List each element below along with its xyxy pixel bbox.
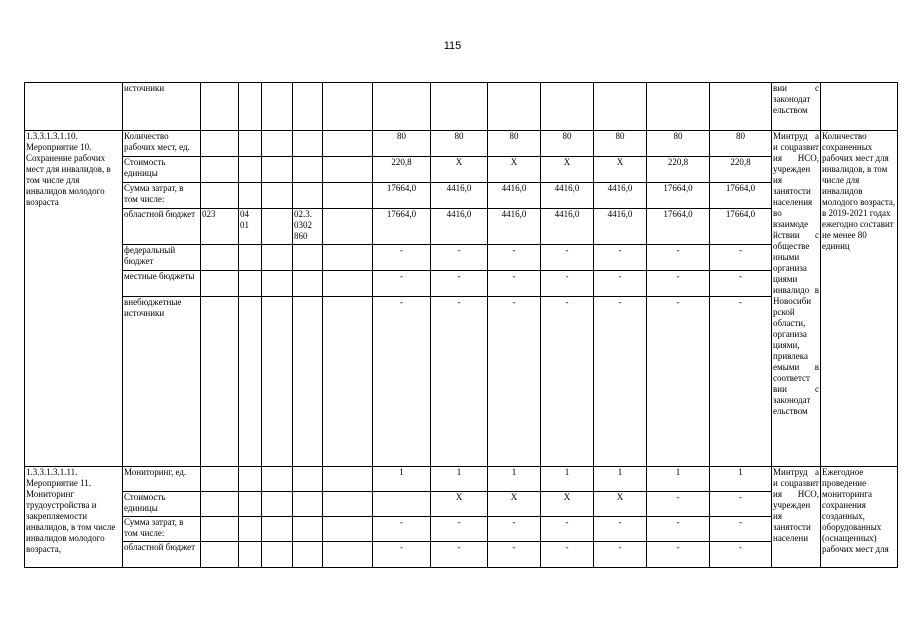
value-cell: 4416,0: [431, 183, 488, 209]
value-cell: -: [710, 297, 772, 467]
measure-code-cell: 1.3.3.1.3.1.11. Мероприятие 11. Мониторинг трудоустройства и закрепляемости инвалидов, в том числе инвалидов молодого возраста,: [25, 467, 123, 568]
value-cell: -: [373, 542, 431, 568]
value-cell: Х: [541, 157, 594, 183]
value-cell: -: [541, 297, 594, 467]
value-cell: -: [431, 542, 488, 568]
value-cell: -: [488, 271, 541, 297]
csr-cell: 02.3. 0302 860: [293, 209, 323, 245]
value-cell: -: [373, 271, 431, 297]
measure-code-cell: 1.3.3.1.3.1.10. Мероприятие 10. Сохранение рабочих мест для инвалидов, в том числе для инвалидов молодого возраста: [25, 131, 123, 467]
value-cell: 17664,0: [710, 209, 772, 245]
value-cell: 17664,0: [647, 183, 710, 209]
value-cell: -: [488, 297, 541, 467]
table-row: [25, 183, 898, 209]
value-cell: -: [541, 271, 594, 297]
value-cell: -: [710, 271, 772, 297]
indicator-label: Стоимость единицы: [123, 492, 201, 517]
table-row: [25, 542, 898, 568]
value-cell: Х: [488, 157, 541, 183]
result-cell: Количество сохраненных рабочих мест для инвалидов, в том числе для инвалидов молодого возраста, в 2019-2021 годах ежегодно составит не менее 80 единиц: [821, 131, 898, 467]
value-cell: 1: [541, 467, 594, 492]
table-row: [25, 517, 898, 542]
value-cell: -: [594, 542, 647, 568]
value-cell: 80: [431, 131, 488, 157]
page-number: 115: [443, 40, 462, 52]
value-cell: 80: [488, 131, 541, 157]
value-cell: -: [373, 517, 431, 542]
value-cell: -: [541, 245, 594, 271]
value-cell: -: [647, 542, 710, 568]
value-cell: -: [431, 297, 488, 467]
table-row: [25, 209, 898, 245]
value-cell: Х: [594, 157, 647, 183]
cell: [25, 83, 123, 131]
value-cell: 80: [710, 131, 772, 157]
table-row: [25, 297, 898, 467]
value-cell: 1: [710, 467, 772, 492]
value-cell: 80: [594, 131, 647, 157]
value-cell: -: [710, 245, 772, 271]
value-cell: -: [647, 271, 710, 297]
value-cell: -: [488, 517, 541, 542]
value-cell: Х: [488, 492, 541, 517]
value-cell: -: [431, 271, 488, 297]
value-cell: -: [710, 542, 772, 568]
indicator-label: Сумма затрат, в том числе:: [123, 517, 201, 542]
indicator-label: Сумма затрат, в том числе:: [123, 183, 201, 209]
value-cell: Х: [541, 492, 594, 517]
value-cell: 4416,0: [594, 183, 647, 209]
table-row: [25, 467, 898, 492]
value-cell: 17664,0: [647, 209, 710, 245]
result-cell: Ежегодное проведение мониторинга сохранения созданных, оборудованных (оснащенных) рабочих мест для: [821, 467, 898, 568]
source-label-cell: источники: [123, 83, 201, 131]
grbs-cell: 023: [201, 209, 239, 245]
value-cell: -: [594, 297, 647, 467]
rz-cell: 04 01: [239, 209, 262, 245]
value-cell: 4416,0: [431, 209, 488, 245]
value-cell: 4416,0: [594, 209, 647, 245]
indicator-label: федеральный бюджет: [123, 245, 201, 271]
value-cell: -: [594, 271, 647, 297]
table-row: [25, 131, 898, 157]
table-row: [25, 157, 898, 183]
indicator-label: Мониторинг, ед.: [123, 467, 201, 492]
value-cell: -: [594, 245, 647, 271]
value-cell: -: [431, 517, 488, 542]
value-cell: 17664,0: [710, 183, 772, 209]
value-cell: -: [647, 492, 710, 517]
value-cell: -: [594, 517, 647, 542]
value-cell: -: [647, 245, 710, 271]
value-cell: -: [541, 542, 594, 568]
value-cell: 220,8: [647, 157, 710, 183]
indicator-label: Стоимость единицы: [123, 157, 201, 183]
table-row: [25, 83, 898, 131]
indicator-label: Количество рабочих мест, ед.: [123, 131, 201, 157]
table-row: [25, 492, 898, 517]
indicator-label: областной бюджет: [123, 209, 201, 245]
value-cell: -: [373, 297, 431, 467]
value-cell: 1: [488, 467, 541, 492]
program-table: [24, 82, 898, 568]
value-cell: 220,8: [373, 157, 431, 183]
value-cell: 1: [431, 467, 488, 492]
value-cell: -: [710, 517, 772, 542]
value-cell: 4416,0: [488, 183, 541, 209]
org-cell: Минтруд а и соцразвит ия НСО, учрежден ия занятости населени: [772, 467, 821, 568]
value-cell: [373, 492, 431, 517]
value-cell: -: [488, 542, 541, 568]
value-cell: Х: [431, 157, 488, 183]
value-cell: 4416,0: [541, 209, 594, 245]
value-cell: -: [431, 245, 488, 271]
value-cell: 4416,0: [541, 183, 594, 209]
value-cell: 4416,0: [488, 209, 541, 245]
value-cell: 220,8: [710, 157, 772, 183]
table-row: [25, 245, 898, 271]
org-cell: Минтруд а и соцразвит ия НСО, учрежден ия занятости населения во взаимоде йствии с обществе нными организа циями инвалидо в Новосиби рской области, организа циями, привлека емыми в соответст вии с законодат ельством: [772, 131, 821, 467]
table-row: [25, 271, 898, 297]
value-cell: 80: [373, 131, 431, 157]
value-cell: 17664,0: [373, 209, 431, 245]
org-cell: вии с законодат ельством: [772, 83, 821, 131]
value-cell: 17664,0: [373, 183, 431, 209]
value-cell: -: [647, 517, 710, 542]
value-cell: 80: [647, 131, 710, 157]
indicator-label: внебюджетные источники: [123, 297, 201, 467]
value-cell: 1: [373, 467, 431, 492]
value-cell: -: [541, 517, 594, 542]
value-cell: 1: [594, 467, 647, 492]
value-cell: -: [710, 492, 772, 517]
value-cell: -: [647, 297, 710, 467]
value-cell: Х: [594, 492, 647, 517]
indicator-label: областной бюджет: [123, 542, 201, 568]
value-cell: -: [488, 245, 541, 271]
value-cell: 1: [647, 467, 710, 492]
value-cell: Х: [431, 492, 488, 517]
indicator-label: местные бюджеты: [123, 271, 201, 297]
value-cell: 80: [541, 131, 594, 157]
value-cell: -: [373, 245, 431, 271]
